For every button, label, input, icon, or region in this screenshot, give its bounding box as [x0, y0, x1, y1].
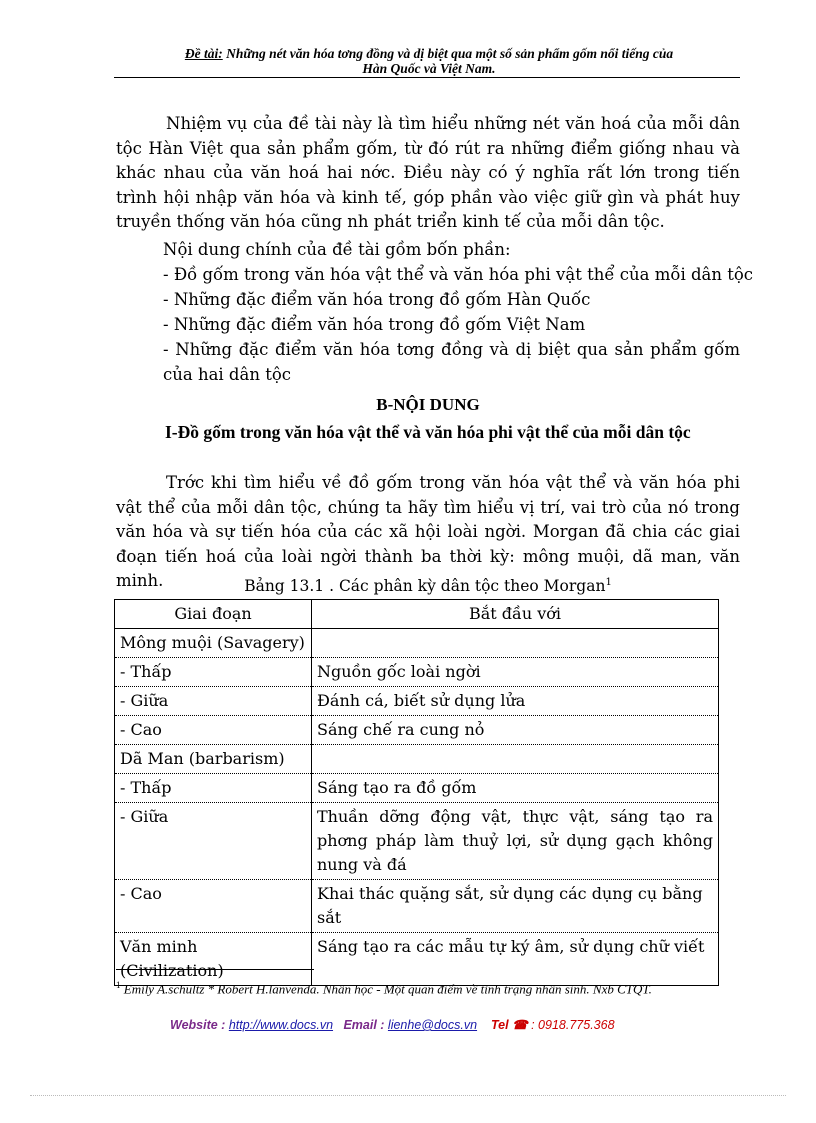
table-cell: Văn minh (Civilization)	[115, 933, 312, 986]
footnote-marker: 1	[116, 980, 121, 990]
table-cell: Mông muội (Savagery)	[115, 629, 312, 658]
table-cell: - Thấp	[115, 658, 312, 687]
table-row	[115, 716, 719, 745]
page-bottom-border	[30, 1095, 786, 1096]
table-row	[115, 745, 719, 774]
table-cell: - Thấp	[115, 774, 312, 803]
caption-footnote-ref: 1	[605, 577, 612, 588]
tel-label: Tel	[490, 1018, 509, 1032]
content-item-2: - Những đặc điểm văn hóa trong đồ gốm Hàn Quốc	[163, 290, 591, 309]
email-label: Email	[343, 1018, 377, 1032]
table-cell	[312, 629, 719, 658]
table-row	[115, 687, 719, 716]
table-header-row	[115, 600, 719, 629]
table-cell: Sáng chế ra cung nỏ	[312, 716, 719, 745]
table-row	[115, 629, 719, 658]
table-cell	[312, 745, 719, 774]
table-cell: Khai thác quặng sắt, sử dụng các dụng cụ bằng sắt	[312, 880, 719, 933]
morgan-paragraph-text: Trớc khi tìm hiểu về đồ gốm trong văn hóa vật thể và văn hóa phi vật thể của mỗi dân tộc, chúng ta hãy tìm hiểu vị trí, vai trò của nó trong văn hóa và sự tiến hóa của các xã hội loài ngời. Morgan đã chia các giai đoạn tiến hoá của loài ngời thành ba thời kỳ: mông muội, dã man, văn minh.	[116, 473, 740, 590]
header-title-line2: Hàn Quốc và Việt Nam.	[362, 61, 496, 76]
table-cell: - Cao	[115, 716, 312, 745]
table-cell: Thuần dỡng động vật, thực vật, sáng tạo ra phơng pháp làm thuỷ lợi, sử dụng gạch không nung và đá	[312, 803, 719, 880]
subsection-title-text: I-Đồ gốm trong văn hóa vật thể và văn hóa phi vật thể của mỗi dân tộc	[165, 422, 691, 442]
table-row	[115, 658, 719, 687]
website-label: Website	[170, 1018, 218, 1032]
content-intro: Nội dung chính của đề tài gồm bốn phần:	[163, 240, 511, 259]
table-caption-text: Bảng 13.1 . Các phân kỳ dân tộc theo Morgan	[244, 577, 606, 596]
morgan-stages-table	[114, 599, 719, 986]
table-cell: Dã Man (barbarism)	[115, 745, 312, 774]
footnote	[116, 977, 726, 997]
page-header	[114, 46, 744, 76]
header-stage: Giai đoạn	[115, 600, 312, 629]
table-row	[115, 803, 719, 880]
website-link[interactable]: http://www.docs.vn	[228, 1018, 334, 1032]
website-separator: :	[217, 1018, 229, 1032]
page-footer	[170, 1017, 615, 1032]
morgan-paragraph	[116, 471, 740, 594]
content-item-4: - Những đặc điểm văn hóa tơng đồng và dị biệt qua sản phẩm gốm của hai dân tộc	[163, 340, 740, 384]
table-cell: - Giữa	[115, 687, 312, 716]
phone-number: : 0918.775.368	[527, 1018, 615, 1032]
header-rule	[114, 77, 740, 78]
intro-paragraph-text: Nhiệm vụ của đề tài này là tìm hiểu những nét văn hoá của mỗi dân tộc Hàn Việt qua sản phẩm gốm, từ đó rút ra những điểm giống nhau và khác nhau của văn hoá hai nớc. Điều này có ý nghĩa rất lớn trong tiến trình hội nhập văn hóa và kinh tế, góp phần vào việc giữ gìn và phát huy truyền thống văn hóa cũng nh phát triển kinh tế của mỗi dân tộc.	[116, 114, 740, 231]
table-cell: - Cao	[115, 880, 312, 933]
table-cell: Nguồn gốc loài ngời	[312, 658, 719, 687]
content-item-1: - Đồ gốm trong văn hóa vật thể và văn hóa phi vật thể của mỗi dân tộc	[163, 265, 754, 284]
email-link[interactable]: lienhe@docs.vn	[387, 1018, 478, 1032]
table-row	[115, 774, 719, 803]
header-title-line1: Những nét văn hóa tơng đồng và dị biệt qua một số sản phẩm gốm nổi tiếng của	[222, 46, 674, 61]
email-separator: :	[376, 1018, 388, 1032]
section-title: B-NỘI DUNG	[376, 395, 480, 414]
table-cell: - Giữa	[115, 803, 312, 880]
footnote-rule	[116, 969, 314, 970]
footnote-text: Emily A.schultz * Robert H.lanvenda. Nhân học - Một quan điểm về tình trạng nhân sinh. Nxb CTQT.	[120, 981, 652, 997]
table-cell: Đánh cá, biết sử dụng lửa	[312, 687, 719, 716]
table-cell: Sáng tạo ra đồ gốm	[312, 774, 719, 803]
intro-paragraph	[116, 112, 740, 235]
header-label: Đề tài:	[184, 46, 223, 61]
table-caption	[116, 577, 740, 595]
table-row	[115, 880, 719, 933]
header-begins-with: Bắt đầu với	[312, 600, 719, 629]
subsection-title	[116, 420, 740, 445]
content-item-3: - Những đặc điểm văn hóa trong đồ gốm Việt Nam	[163, 315, 586, 334]
table-cell: Sáng tạo ra các mẫu tự ký âm, sử dụng chữ viết	[312, 933, 719, 986]
phone-icon: ☎	[512, 1018, 528, 1032]
